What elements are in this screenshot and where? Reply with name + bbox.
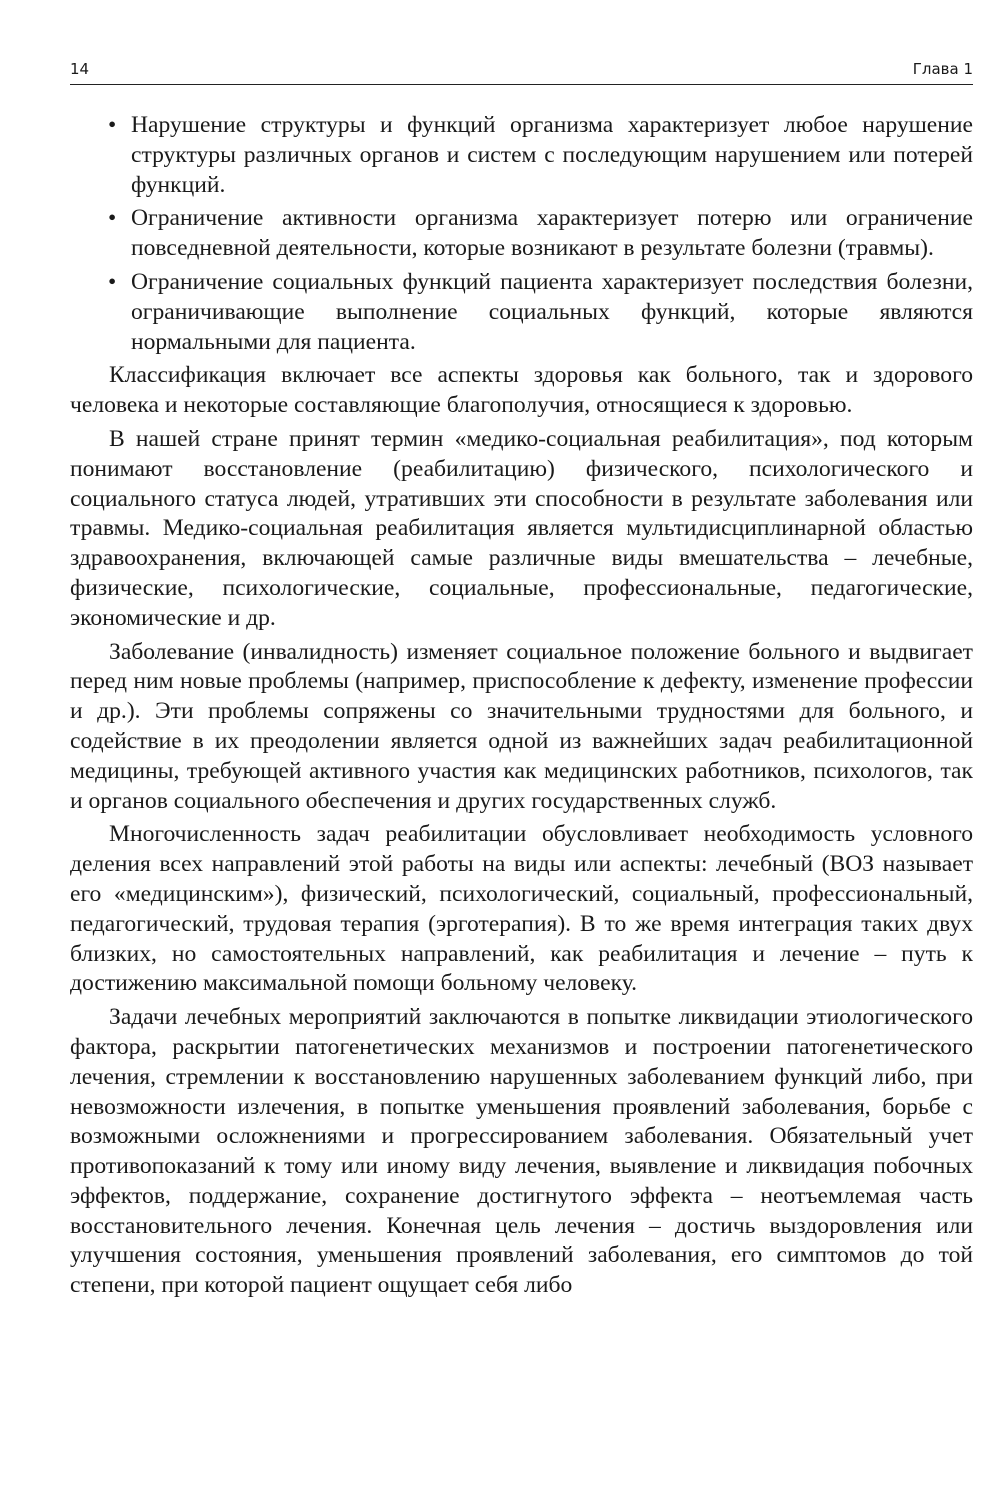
list-item <box>70 204 973 264</box>
chapter-title: Глава 1 <box>912 60 973 78</box>
paragraph-medico-social-rehabilitation: В нашей стране принят термин «медико-социальная реабилитация», под которым понимают восстановление (реабилитацию) физического, психологического и социального статуса людей, утративших эти способности в результате заболевания или травмы. Медико-социальная реабилитация является мультидисциплинарной областью здравоохранения, включающей самые различные виды вмешательства – лечебные, физические, психологические, социальные, профессиональные, педагогические, экономические и др. <box>70 425 973 631</box>
page-body <box>70 111 973 1301</box>
paragraph-disability: Заболевание (инвалидность) изменяет социальное положение больного и выдвигает перед ним новые проблемы (например, приспособление к дефекту, изменение профессии и др.). Эти проблемы сопряжены со значительными трудностями для больного, и содействие в их преодолении является одной из важнейших задач реабилитационной медицины, требующей активного участия как медицинских работников, психологов, так и органов социального обеспечения и других государственных служб. <box>70 638 973 814</box>
list-item-text: Ограничение активности организма характеризует потерю или ограничение повседневной деятельности, которые возникают в результате болезни (травмы). <box>131 205 973 262</box>
running-header <box>70 60 973 85</box>
list-item <box>70 111 973 200</box>
bullet-marker: • <box>108 112 117 138</box>
list-item-text: Ограничение социальных функций пациента характеризует последствия болезни, ограничивающие выполнение социальных функций, которые являются нормальными для пациента. <box>131 268 973 355</box>
paragraph-rehabilitation-aspects: Многочисленность задач реабилитации обусловливает необходимость условного деления всех направлений этой работы на виды или аспекты: лечебный (ВОЗ называет его «медицинским»), физический, психологический, социальный, профессиональный, педагогический, трудовая терапия (эрготерапия). В то же время интеграция таких двух близких, но самостоятельных направлений, как реабилитация и лечение – путь к достижению максимальной помощи больному человеку. <box>70 821 973 997</box>
paragraph-treatment-tasks: Задачи лечебных мероприятий заключаются в попытке ликвидации этиологического фактора, раскрытии патогенетических механизмов и построении патогенетического лечения, стремлении к восстановлению нарушенных заболеванием функций либо, при невозможности излечения, в попытке уменьшения проявлений заболевания, борьбе с возможными осложнениями и прогрессированием заболевания. Обязательный учет противопоказаний к тому или иному виду лечения, выявление и ликвидация побочных эффектов, поддержание, сохранение достигнутого эффекта – неотъемлемая часть восстановительного лечения. Конечная цель лечения – достичь выздоровления или улучшения состояния, уменьшения проявлений заболевания, его симптомов до той степени, при которой пациент ощущает себя либо <box>70 1004 973 1299</box>
bullet-marker: • <box>108 205 117 232</box>
paragraph-classification: Классификация включает все аспекты здоровья как больного, так и здорового человека и некоторые составляющие благополучия, относящиеся к здоровью. <box>70 362 973 419</box>
bullet-list <box>70 111 973 357</box>
list-item <box>70 268 973 357</box>
page-number: 14 <box>70 60 90 78</box>
list-item-text: Нарушение структуры и функций организма характеризует любое нарушение структуры различных органов и систем с последующим нарушением или потерей функций. <box>131 112 973 198</box>
bullet-marker: • <box>108 268 117 295</box>
book-page <box>70 60 973 1305</box>
